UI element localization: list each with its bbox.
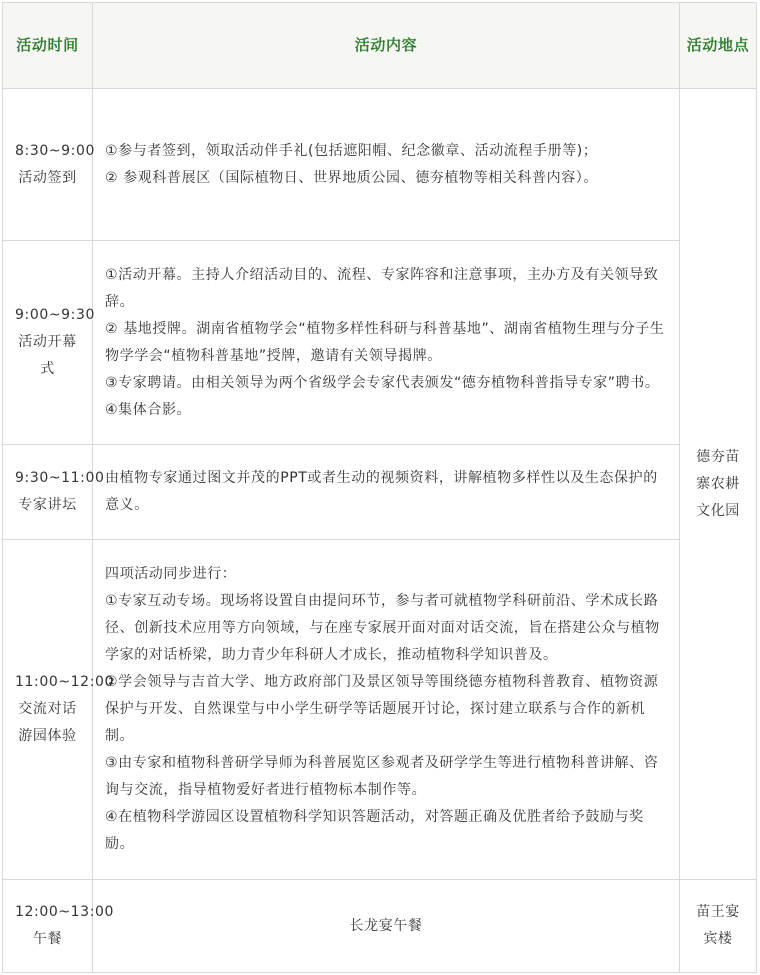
table-row — [3, 89, 757, 241]
content-line: ② 基地授牌。湖南省植物学会“植物多样性科研与科普基地”、湖南省植物生理与分子生物学学会“植物科普基地”授牌，邀请有关领导揭牌。 — [105, 320, 665, 364]
row-time: 12:00~13:00午餐 — [3, 880, 93, 973]
row-content — [93, 89, 680, 241]
table-row — [3, 880, 757, 973]
content-line: 四项活动同步进行： — [105, 566, 237, 582]
content-line: ④集体合影。 — [105, 401, 192, 418]
place-main: 德夯苗寨农耕文化园 — [680, 89, 757, 880]
row-content — [93, 880, 680, 973]
table-header-row — [3, 3, 757, 89]
content-line: ③由专家和植物科普研学导师为科普展览区参观者及研学学生等进行植物科普讲解、咨询与交流，指导植物爱好者进行植物标本制作等。 — [105, 755, 659, 798]
place-lunch: 苗王宴宾楼 — [680, 880, 757, 973]
content-line: 长龙宴午餐 — [349, 917, 423, 934]
row-content — [93, 241, 680, 445]
content-line: ④在植物科学游园区设置植物科学知识答题活动，对答题正确及优胜者给予鼓励与奖励。 — [105, 809, 644, 852]
table-row — [3, 445, 757, 540]
content-line: ② 参观科普展区（国际植物日、世界地质公园、德夯植物等相关科普内容）。 — [105, 169, 598, 186]
activity-schedule-table — [2, 2, 757, 973]
content-line: ②学会领导与吉首大学、地方政府部门及景区领导等围绕德夯植物科普教育、植物资源保护与开发、自然课堂与中小学生研学等话题展开讨论，探讨建立联系与合作的新机制。 — [105, 674, 659, 744]
table-row — [3, 241, 757, 445]
header-time: 活动时间 — [3, 3, 93, 89]
content-line: 由植物专家通过图文并茂的PPT或者生动的视频资料，讲解植物多样性以及生态保护的意义。 — [105, 470, 658, 513]
row-time: 9:30~11:00专家讲坛 — [3, 445, 93, 540]
row-content — [93, 445, 680, 540]
header-place: 活动地点 — [680, 3, 757, 89]
content-line: ①参与者签到，领取活动伴手礼(包括遮阳帽、纪念徽章、活动流程手册等)； — [105, 142, 598, 159]
row-time: 8:30~9:00活动签到 — [3, 89, 93, 241]
content-line: ①活动开幕。主持人介绍活动目的、流程、专家阵容和注意事项，主办方及有关领导致辞。 — [105, 266, 659, 310]
content-line: ①专家互动专场。现场将设置自由提问环节，参与者可就植物学科研前沿、学术成长路径、创新技术应用等方向领域，与在座专家展开面对面对话交流，旨在搭建公众与植物学家的对话桥梁，助力青少年科研人才成长，推动植物科学知识普及。 — [105, 593, 660, 663]
content-line: ③专家聘请。由相关领导为两个省级学会专家代表颁发“德夯植物科普指导专家”聘书。 — [105, 374, 660, 391]
row-time: 11:00~12:00交流对话游园体验 — [3, 540, 93, 880]
row-content — [93, 540, 680, 880]
row-time: 9:00~9:30活动开幕式 — [3, 241, 93, 445]
table-row — [3, 540, 757, 880]
header-content: 活动内容 — [93, 3, 680, 89]
